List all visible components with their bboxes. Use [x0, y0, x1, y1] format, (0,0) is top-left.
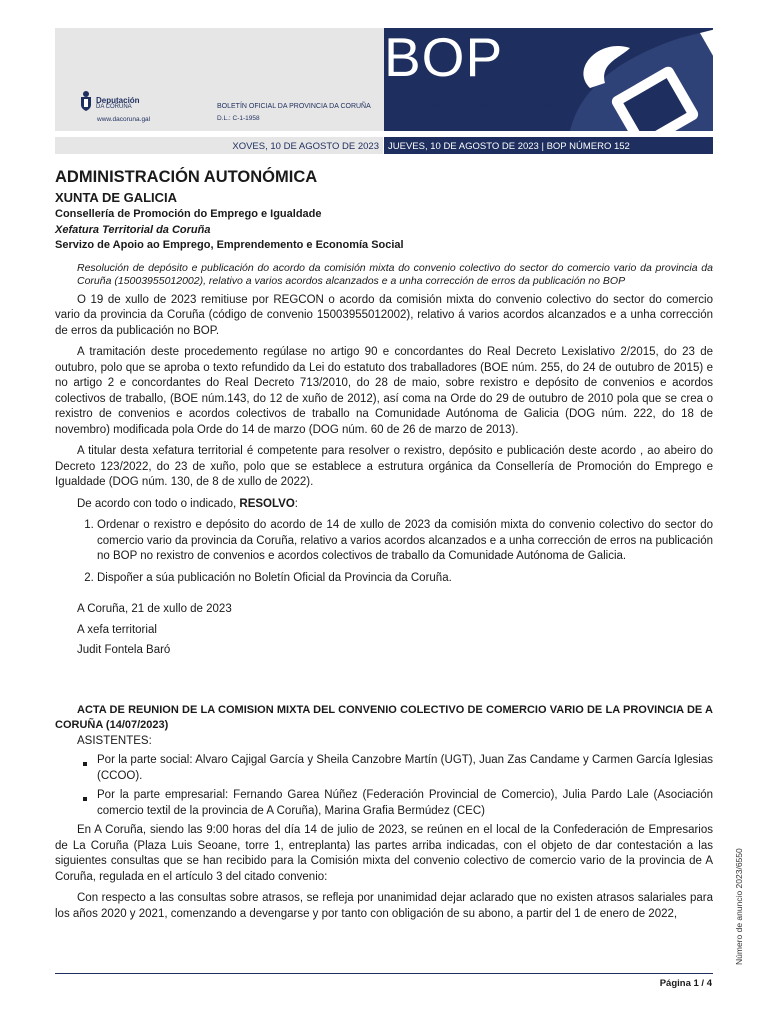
paragraph: A tramitación deste procedemento regúlase no artigo 90 e concordantes do Real Decreto Lexislativo 2/2015, do 23 de outubro, polo que se aproba o texto refundido da Lei do estatuto dos traballadores (BOE núm. 255, do 24 de outubro de 2015) e no artigo 2 e concordantes do Real Decreto 713/2010, do 28 de maio, sobre rexistro e depósito de convenios e acordos colectivos de traballo, (BOE núm.143, do 12 de xuño de 2012), así coma na Orde do 29 de outubro de 2010 pola que se crea o rexistro de convenios e acordos colectivos de traballo na Comunidade Autónoma de Galicia (DOG núm. 222, do 18 de novembro) modificada pola Orde do 14 de marzo (DOG núm. 60 de 26 de marzo de 2013).	[55, 346, 713, 436]
boletin-title-gl: BOLETÍN OFICIAL DA PROVINCIA DA CORUÑA	[217, 103, 371, 110]
attendees-list	[55, 753, 713, 819]
resolution-summary: Resolución de depósito e publicación do acordo da comisión mixta do convenio colectivo do sector do comercio vario da provincia da Coruña (15003955012002), relativo a varios acordos alcanzados e a unha corrección de erros da publicación no BOP	[77, 261, 713, 287]
date-gl: XOVES, 10 DE AGOSTO DE 2023	[232, 141, 379, 152]
province-emblem-icon	[560, 28, 713, 131]
logo-url[interactable]: www.dacoruna.gal	[97, 116, 151, 123]
resolvo-pre: De acordo con todo o indicado,	[77, 497, 240, 510]
office-heading: Xefatura Territorial da Coruña	[55, 223, 211, 236]
deposito-legal: D.L.: C-1-1958	[217, 115, 260, 122]
page-number: Página 1 / 4	[659, 978, 712, 989]
asistentes-label: ASISTENTES:	[77, 734, 152, 747]
signature-role: A xefa territorial	[77, 623, 157, 636]
paragraph: En A Coruña, siendo las 9:00 horas del día 14 de julio de 2023, se reúnen en el local de la Confederación de Empresarios de La Coruña (Plaza Luis Seoane, torre 1, entreplanta) las partes arriba indicadas, con el objeto de dar contestación a las siguientes consultas que se han recibido para la Comisión mixta del convenio colectivo de comercio vario de la provincia de A Coruña, regulada en el artículo 3 del citado convenio:	[55, 824, 713, 883]
logo-text-coruna: DA CORUÑA	[96, 104, 132, 110]
paragraph: Con respecto a las consultas sobre atrasos, se refleja por unanimidad dejar aclarado que no existen atrasos salariales para los años 2020 y 2021, comenzando a devengarse y por tanto con obligación de su abono, a partir del 1 de enero de 2022,	[55, 892, 713, 920]
announcement-number: Número de anuncio 2023/6550	[734, 848, 744, 965]
resolution-list	[55, 518, 713, 586]
footer-divider	[55, 973, 713, 974]
acta-title: ACTA DE REUNION DE LA COMISION MIXTA DEL CONVENIO COLECTIVO DE COMERCIO VARIO DE LA PROVINCIA DE A CORUÑA (14/07/2023)	[55, 703, 713, 731]
service-heading: Servizo de Apoio ao Emprego, Emprendemento e Economía Social	[55, 239, 404, 251]
list-item: Por la parte empresarial: Fernando Garea Núñez (Federación Provincial de Comercio), Julia Pardo Lale (Asociación comercio textil de la provincia de A Coruña), Marina Grafia Bermúdez (CEC)	[97, 788, 713, 819]
resolvo-paragraph	[55, 497, 713, 513]
resolvo-post: :	[294, 497, 298, 510]
list-item: 2. Dispoñer a súa publicación no Boletín Oficial da Provincia da Coruña.	[97, 571, 713, 587]
list-item: 1. Ordenar o rexistro e depósito do acordo de 14 de xullo de 2023 da comisión mixta do convenio colectivo do sector do comercio vario da provincia da Coruña, relativo a varios acordos alcanzados e a unha corrección de erros na publicación no BOP no rexistro de convenios e acordos colectivos de traballo da Comunidade Autónoma de Galicia.	[97, 518, 713, 565]
list-item: Por la parte social: Alvaro Cajigal García y Sheila Canzobre Martín (UGT), Juan Zas Candame y Carmen García Iglesias (CCOO).	[97, 753, 713, 784]
paragraph: O 19 de xullo de 2023 remitiuse por REGCON o acordo da comisión mixta do convenio colectivo do sector do comercio vario da provincia da Coruña (código de convenio 15003955012002), relativo á varios acordos alcanzados e a unha corrección de erros da publicación no BOP.	[55, 293, 713, 337]
signature-name: Judit Fontela Baró	[77, 644, 171, 656]
logo-text-deputacion: Deputación	[96, 96, 140, 105]
section-heading: ADMINISTRACIÓN AUTONÓMICA	[55, 168, 318, 186]
institution-heading: XUNTA DE GALICIA	[55, 190, 178, 205]
signature-place-date: A Coruña, 21 de xullo de 2023	[77, 603, 232, 615]
paragraph: A titular desta xefatura territorial é competente para resolver o rexistro, depósito e publicación deste acordo , ao abeiro do Decreto 123/2022, do 23 de xuño, polo que se establece a estrutura orgánica da Consellería de Promoción do Emprego e Igualdade (DOG núm. 130, de 8 de xullo de 2022).	[55, 445, 713, 488]
deputacion-logo-icon	[78, 90, 94, 112]
boletin-title-es: BOLETÍN OFICIAL DE LA PROVINCIA DE A CORUÑA	[384, 103, 555, 110]
date-es: JUEVES, 10 DE AGOSTO DE 2023 | BOP NÚMERO 152	[388, 141, 630, 152]
bop-title: BOP	[384, 26, 504, 88]
department-heading: Consellería de Promoción do Emprego e Igualdade	[55, 208, 322, 220]
document-body	[55, 165, 713, 928]
resolvo-bold: RESOLVO	[239, 497, 295, 510]
